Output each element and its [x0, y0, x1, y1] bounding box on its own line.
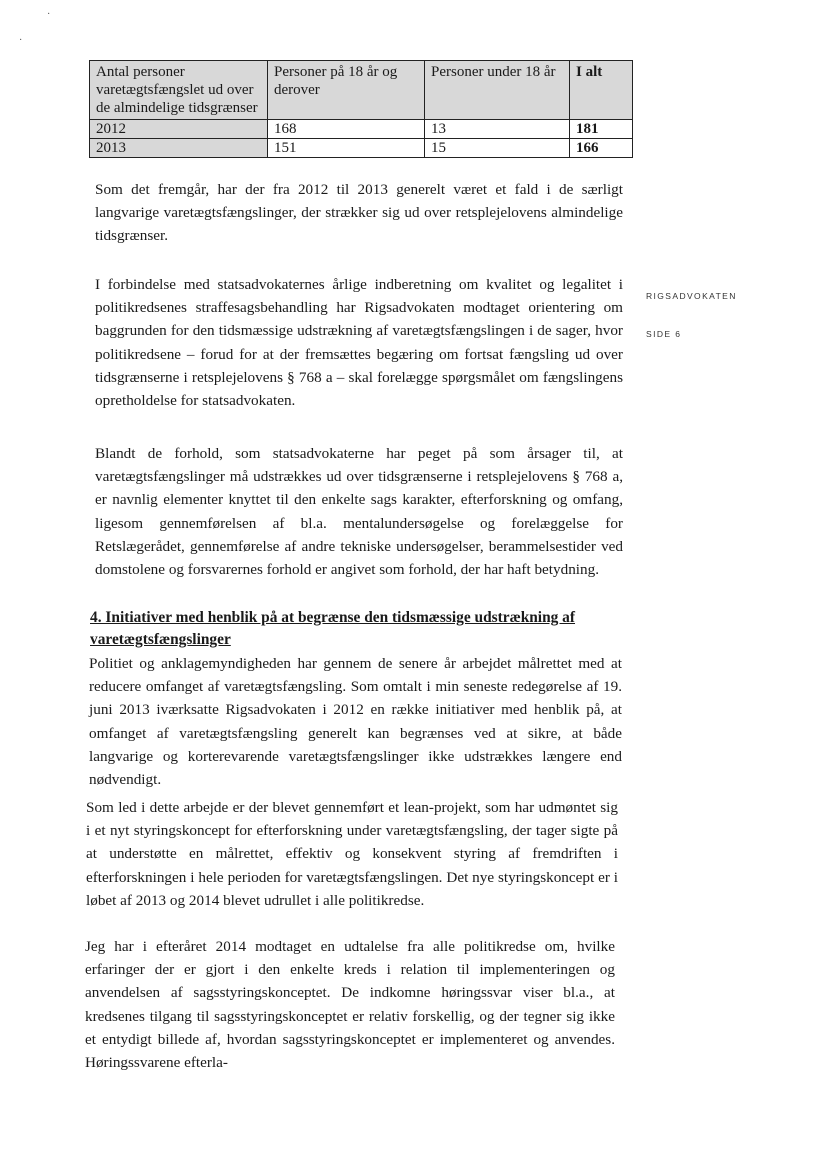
scan-dot: · [19, 35, 23, 46]
body-paragraph: Jeg har i efteråret 2014 modtaget en udtalelse fra alle politikredse om, hvilke erfaringer der er gjort i den enkelte kreds i relation til implementeringen og anvendelsen af sagsstyringskonceptet. De indkomne høringssvar viser bl.a., at kredsenes tilgang til sagsstyringskonceptet er relativ forskellig, og der tegner sig ikke et entydigt billede af, hvordan sagsstyringskonceptet er implementeret og anvendes. Høringssvarene efterla- [85, 938, 615, 1072]
body-paragraph: Som led i dette arbejde er der blevet gennemført et lean-projekt, som har udmøntet sig i et nyt styringskoncept for efterforskning under varetægtsfængsling, der tager sigte på at understøtte en målrettet, effektiv og konsekvent styring af fremdriften i efterforskningen i hele perioden for varetægtsfængslingen. Det nye styringskoncept er i løbet af 2013 og 2014 blevet udrullet i alle politikredse. [86, 799, 618, 909]
table-cell: 151 [268, 139, 425, 158]
section-heading: 4. Initiativer med henblik på at begrænse den tidsmæssige udstrækning af varetægtsfængslinger [90, 609, 576, 648]
table-cell: 181 [570, 120, 633, 139]
sidebar-organization-label: RIGSADVOKATEN [646, 291, 737, 301]
table-header-cell: I alt [570, 61, 633, 120]
table-header-cell: Personer på 18 år og derover [268, 61, 425, 120]
body-paragraph: Blandt de forhold, som statsadvokaterne har peget på som årsager til, at varetægtsfængslinger må udstrækkes ud over tidsgrænserne i retsplejelovens § 768 a, er navnlig elementer knyttet til den enkelte sags karakter, efterforskning og omfang, ligesom gennemførelsen af bl.a. mentalundersøgelse og forelæggelse for Retslægerådet, gennemførelse af andre tekniske undersøgelser, berammelsestider ved domstolene og forsvarernes forhold er angivet som forhold, der har haft betydning. [95, 445, 623, 579]
table-header-cell: Antal personer varetægtsfængslet ud over de almindelige tidsgrænser [90, 61, 268, 120]
table-cell: 166 [570, 139, 633, 158]
table-cell: 2013 [90, 139, 268, 158]
table-row [90, 120, 633, 139]
body-paragraph: I forbindelse med statsadvokaternes årlige indberetning om kvalitet og legalitet i politikredsenes straffesagsbehandling har Rigsadvokaten modtaget orientering om baggrunden for den tidsmæssige udstrækning af varetægtsfængslingen i de sager, hvor politikredsene – forud for at der fremsættes begæring om fortsat fængsling ud over tidsgrænserne i retsplejelovens § 768 a – skal forelægge spørgsmålet om fængslingens opretholdelse for statsadvokaten. [95, 276, 623, 410]
scan-dot: · [47, 9, 51, 20]
table-cell: 2012 [90, 120, 268, 139]
table-header-row [90, 61, 633, 120]
table-cell: 15 [425, 139, 570, 158]
page-number-label: SIDE 6 [646, 329, 682, 339]
table-cell: 13 [425, 120, 570, 139]
custody-statistics-table [89, 60, 633, 158]
table-cell: 168 [268, 120, 425, 139]
body-paragraph: Som det fremgår, har der fra 2012 til 2013 generelt været et fald i de særligt langvarige varetægtsfængslinger, der strækker sig ud over retsplejelovens almindelige tidsgrænser. [95, 181, 623, 245]
table-header-cell: Personer under 18 år [425, 61, 570, 120]
body-paragraph: Politiet og anklagemyndigheden har gennem de senere år arbejdet målrettet med at reducere omfanget af varetægtsfængsling. Som omtalt i min seneste redegørelse af 19. juni 2013 iværksatte Rigsadvokaten i 2012 en række initiativer med henblik på, at omfanget af varetægtsfængsling generelt kan begrænses ved at sikre, at både langvarige og korterevarende varetægtsfængslinger ikke udstrækkes længere end nødvendigt. [89, 655, 622, 789]
table-row [90, 139, 633, 158]
